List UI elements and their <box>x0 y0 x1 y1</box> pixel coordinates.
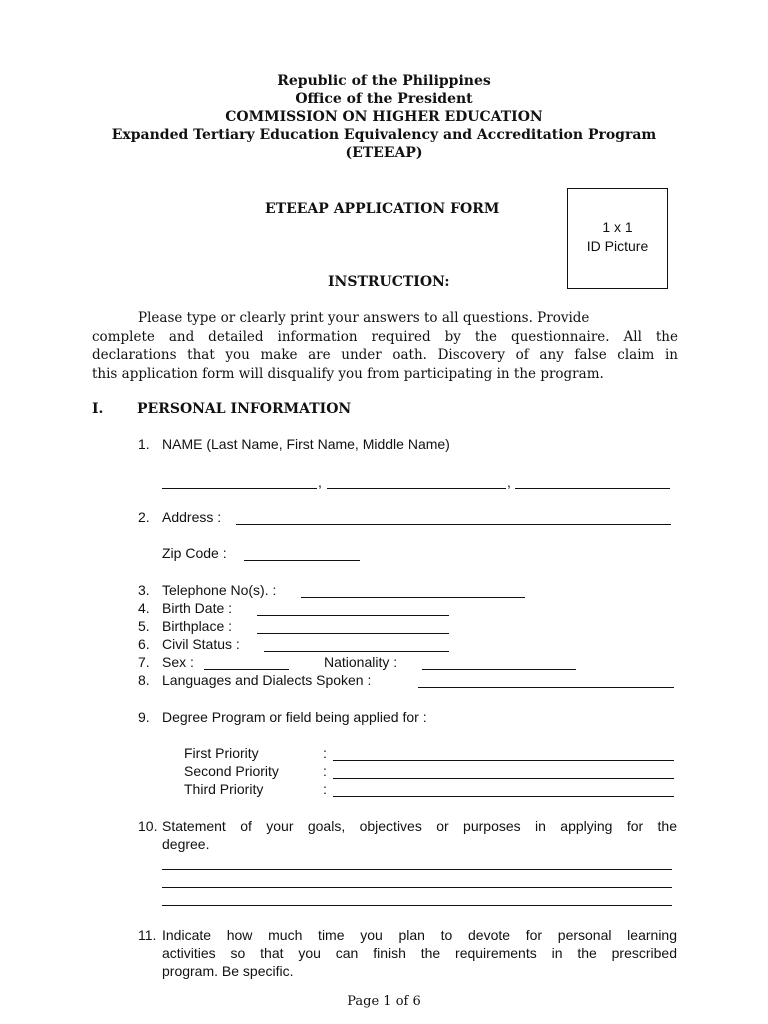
priority-colon: : <box>323 745 327 761</box>
second-priority-field[interactable] <box>333 778 674 779</box>
zip-field[interactable] <box>244 560 360 561</box>
goals-field-line[interactable] <box>162 905 672 906</box>
address-field[interactable] <box>236 524 671 525</box>
page-number: Page 1 of 6 <box>347 994 421 1009</box>
item-number: 2. <box>138 509 150 525</box>
instruction-line: complete and detailed information required by the questionnaire. All the <box>92 328 678 345</box>
priority-colon: : <box>323 763 327 779</box>
id-picture-box[interactable] <box>567 188 668 289</box>
languages-label: Languages and Dialects Spoken : <box>162 672 372 688</box>
birthplace-field[interactable] <box>257 633 449 634</box>
middle-name-field[interactable] <box>515 488 670 489</box>
zip-label: Zip Code : <box>162 545 227 561</box>
header-commission: COMMISSION ON HIGHER EDUCATION <box>225 109 543 125</box>
instruction-line: this application form will disqualify you from participating in the program. <box>92 365 604 382</box>
nationality-label: Nationality : <box>324 654 398 670</box>
civil-status-field[interactable] <box>264 651 449 652</box>
section-number: I. <box>92 401 104 417</box>
nationality-field[interactable] <box>422 669 576 670</box>
header-republic: Republic of the Philippines <box>277 73 491 89</box>
languages-field[interactable] <box>418 687 674 688</box>
degree-label: Degree Program or field being applied for : <box>162 709 427 725</box>
instruction-line: declarations that you make are under oath. Discovery of any false claim in <box>92 347 678 363</box>
item-number: 8. <box>138 672 150 688</box>
time-line: activities so that you can finish the requirements in the prescribed <box>162 945 677 961</box>
name-label: NAME (Last Name, First Name, Middle Name) <box>162 436 450 452</box>
telephone-field[interactable] <box>301 597 525 598</box>
time-line: program. Be specific. <box>162 963 294 979</box>
address-label: Address : <box>162 509 222 525</box>
third-priority-field[interactable] <box>333 796 674 797</box>
second-priority-label: Second Priority <box>184 763 279 779</box>
item-number: 7. <box>138 654 150 670</box>
goals-field-line[interactable] <box>162 869 672 870</box>
first-priority-label: First Priority <box>184 745 259 761</box>
name-separator: , <box>507 474 511 490</box>
instruction-heading: INSTRUCTION: <box>328 274 450 290</box>
section-title: PERSONAL INFORMATION <box>137 401 352 417</box>
item-number: 6. <box>138 636 150 652</box>
birth-date-label: Birth Date : <box>162 600 233 616</box>
third-priority-label: Third Priority <box>184 781 264 797</box>
header-acronym: (ETEEAP) <box>345 145 423 161</box>
item-number: 4. <box>138 600 150 616</box>
birth-date-field[interactable] <box>257 615 449 616</box>
id-picture-size: 1 x 1 <box>602 219 633 235</box>
id-picture-label: ID Picture <box>586 238 649 254</box>
time-line: Indicate how much time you plan to devote for personal learning <box>162 927 677 943</box>
item-number: 10. <box>138 818 158 834</box>
instruction-text <box>92 309 678 383</box>
goals-field-line[interactable] <box>162 887 672 888</box>
header-office: Office of the President <box>295 91 473 107</box>
item-number: 3. <box>138 582 150 598</box>
first-name-field[interactable] <box>327 488 506 489</box>
item-number: 11. <box>138 927 157 943</box>
item-number: 5. <box>138 618 150 634</box>
goals-line: Statement of your goals, objectives or purposes in applying for the <box>162 818 677 834</box>
form-title: ETEEAP APPLICATION FORM <box>265 201 500 217</box>
telephone-label: Telephone No(s). : <box>162 582 277 598</box>
goals-line: degree. <box>162 836 210 852</box>
first-priority-field[interactable] <box>333 760 674 761</box>
civil-status-label: Civil Status : <box>162 636 240 652</box>
header-program: Expanded Tertiary Education Equivalency and Accreditation Program <box>111 127 657 143</box>
birthplace-label: Birthplace : <box>162 618 233 634</box>
sex-field[interactable] <box>204 669 289 670</box>
sex-label: Sex : <box>162 654 194 670</box>
name-separator: , <box>318 474 322 490</box>
instruction-line: Please type or clearly print your answers to all questions. Provide <box>138 310 590 326</box>
item-number: 9. <box>138 709 150 725</box>
last-name-field[interactable] <box>162 488 317 489</box>
item-number: 1. <box>138 436 150 452</box>
priority-colon: : <box>323 781 327 797</box>
